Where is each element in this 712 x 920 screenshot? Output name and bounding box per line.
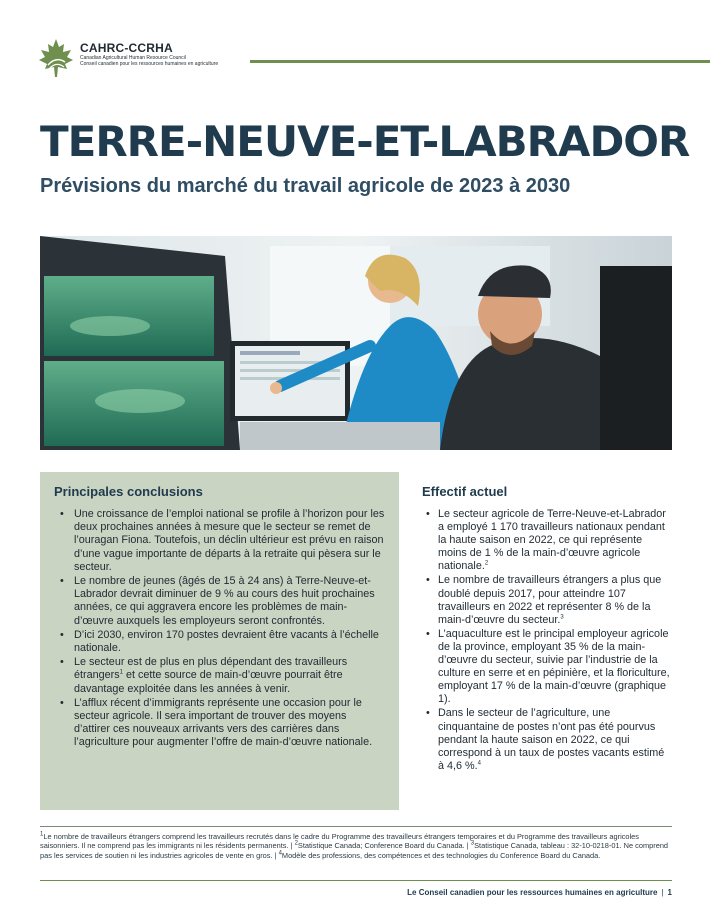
footnote-text: Modèle des professions, des compétences et des technologies du Conference Board du Canada. (281, 850, 601, 860)
list-item (54, 656, 385, 696)
footnote-number: 1 (40, 831, 44, 838)
page-subtitle: Prévisions du marché du travail agricole de 2023 à 2030 (40, 175, 571, 197)
header (38, 38, 674, 82)
footer-rule (40, 880, 672, 881)
logo-line-fr: Conseil canadien pour les ressources humaines en agriculture (80, 61, 219, 67)
list-item-text: Dans le secteur de l’agriculture, une cinquantaine de postes n’ont pas été pourvus pendant la haute saison en 2022, ce qui correspond à un taux de postes vacants estimé à 4,6 %. (438, 707, 665, 772)
footnote-ref: 1 (119, 669, 123, 676)
list-item: • L’afflux récent d’immigrants représente une occasion pour le secteur agricole. Il sera important de trouver des moyens d’attirer ces nouveaux arrivants vers des carrières dans l’agriculture pour augmenter l’offre de main-d’œuvre nationale. (54, 697, 385, 750)
list-item-text: et cette source de main-d’œuvre pourrait être davantage exploitée dans les années à venir. (74, 669, 343, 695)
footnotes: $^1$Le nombre de travailleurs étrangers comprend les travailleurs recrutés dans le cadre du Programme des travailleurs étrangers temporaires et du Programme des travailleurs agricoles saisonniers. Il ne comprend pas les immigrants ni les résidents permanents. | $^2$Statistique Canada; Conference Board du Canada. | $^3$Statistique Canada, tableau : 32-10-0218-01. Ne comprend pas les services de soutien ni les industries agricoles de vente en gros. | $^4$Modèle des professions, des compétences et des technologies du Conference Board du Canada. (40, 831, 669, 860)
footer-separator: | (661, 888, 664, 897)
footer-org: Le Conseil canadien pour les ressources humaines en agriculture (407, 888, 658, 897)
logo-name: CAHRC-CCRHA (80, 41, 173, 55)
list-item (422, 628, 672, 707)
list-item-text: L’aquaculture est le principal employeur agricole de la province, employant 35 % de la main-d’œuvre du secteur, suivie par l’industrie de la culture en serre et en pépinière, et la floriculture, employant 17 % de la main-d’œuvre (graphique 1). (438, 627, 670, 706)
list-item (422, 574, 672, 626)
footnote-number: 4 (278, 850, 282, 857)
header-rule (250, 60, 710, 63)
current-workforce-title: Effectif actuel (422, 484, 508, 499)
list-item-text: Le secteur agricole de Terre-Neuve-et-Labrador a employé 1 170 travailleurs nationaux pendant la haute saison en 2022, ce qui représente moins de 1 % de la main-d’œuvre agricole nationale. (438, 508, 666, 573)
footnote-ref: 4 (477, 760, 481, 767)
list-item (422, 707, 672, 772)
list-item (422, 508, 672, 573)
footnotes-rule (40, 826, 672, 827)
footnote-number: 2 (294, 840, 298, 847)
footnote-text: Statistique Canada, tableau : 32-10-0218-01. Ne comprend pas les services de soutien ni les industries agricoles de vente en gros. | (40, 841, 669, 860)
footnote-number: 3 (470, 840, 475, 847)
list-item: • Le nombre de jeunes (âgés de 15 à 24 ans) à Terre-Neuve-et-Labrador devrait diminuer de 9 % au cours des huit prochaines années, ce qui aggravera encore les problèmes de main-d’œuvre auxquels les employeurs seront confrontés. (54, 575, 385, 628)
key-conclusions-title: Principales conclusions (54, 484, 203, 499)
footnote-text: Statistique Canada; Conference Board du Canada. (297, 841, 465, 851)
footnote-ref: 2 (484, 560, 489, 567)
list-item: • Une croissance de l’emploi national se profile à l’horizon pour les deux prochaines années à mesure que le secteur se remet de l’ouragan Fiona. Toutefois, un déclin ultérieur est prévu en raison d’une vague importante de départs à la retraite qui pèsera sur le secteur. (54, 508, 385, 574)
hero-photo (40, 236, 672, 450)
logo-text (80, 41, 250, 67)
current-workforce-section (408, 472, 672, 774)
key-conclusions-panel (40, 472, 399, 810)
maple-leaf-logo-icon (38, 38, 74, 78)
list-item: • D’ici 2030, environ 170 postes devraient être vacants à l’échelle nationale. (54, 629, 385, 655)
current-workforce-list (422, 508, 672, 773)
footnote-text: Le nombre de travailleurs étrangers comprend les travailleurs recrutés dans le cadre du Programme des travailleurs étrangers temporaires et du Programme des travailleurs agricoles saisonniers. Il ne comprend pas les immigrants ni les résidents permanents. | (40, 832, 639, 851)
page-footer (407, 888, 672, 897)
page-title: TERRE-NEUVE-ET-LABRADOR (40, 117, 690, 166)
page-number: 1 (667, 888, 672, 897)
list-item-text: Le secteur est de plus en plus dépendant des travailleurs étrangers (74, 656, 348, 682)
logo-line-en: Canadian Agricultural Human Resource Council (80, 55, 186, 61)
key-conclusions-list (54, 508, 385, 750)
footnote-ref: 3 (560, 614, 564, 621)
list-item-text: Le nombre de travailleurs étrangers a plus que doublé depuis 2017, pour atteindre 107 travailleurs en 2022 et représenter 8 % de la main-d’œuvre du secteur. (438, 574, 662, 626)
